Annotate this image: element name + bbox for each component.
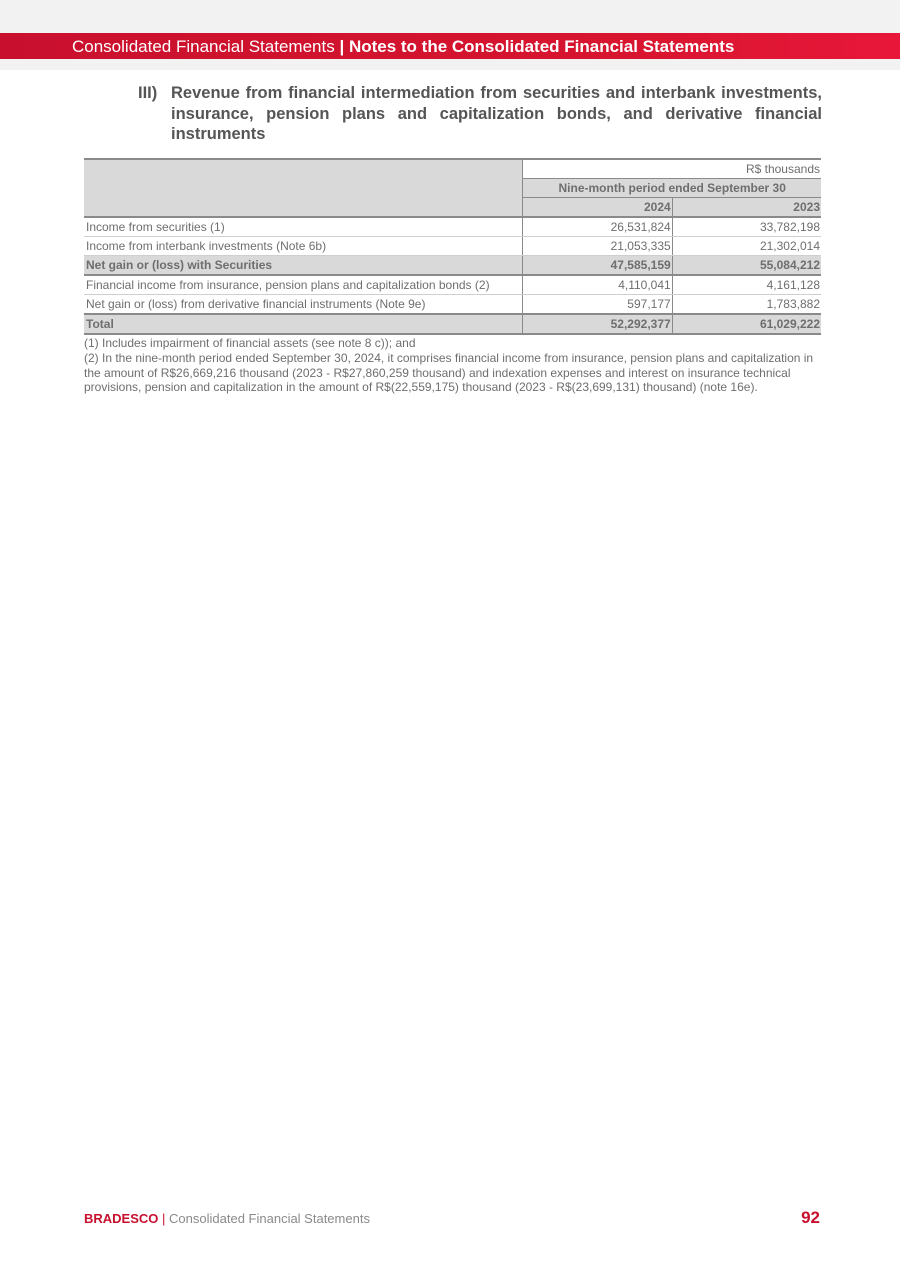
page-footer <box>84 1211 370 1226</box>
value-2024: 21,053,335 <box>523 237 672 256</box>
row-label: Net gain or (loss) with Securities <box>84 256 523 276</box>
section-title <box>138 83 822 145</box>
value-2023: 55,084,212 <box>672 256 821 276</box>
header-separator: | <box>339 37 345 56</box>
table-row <box>84 217 821 237</box>
footer-text: Consolidated Financial Statements <box>169 1211 370 1226</box>
subtotal-row <box>84 256 821 276</box>
table-row <box>84 237 821 256</box>
year-2023: 2023 <box>672 198 821 218</box>
value-2023: 33,782,198 <box>672 217 821 237</box>
row-label: Financial income from insurance, pension plans and capitalization bonds (2) <box>84 275 523 295</box>
row-label: Net gain or (loss) from derivative financial instruments (Note 9e) <box>84 295 523 315</box>
section-title-text: Revenue from financial intermediation from securities and interbank investments, insurance, pension plans and capitalization bonds, and derivative financial instruments <box>171 84 822 143</box>
header-blank-cell <box>84 159 523 217</box>
page-header <box>72 37 734 57</box>
top-band <box>0 0 900 33</box>
footnote-1: (1) Includes impairment of financial assets (see note 8 c)); and <box>84 336 416 350</box>
footnote-2: (2) In the nine-month period ended September 30, 2024, it comprises financial income from insurance, pension plans and capitalization in the amount of R$26,669,216 thousand (2023 - R$27,860,259 thousand) and indexation expenses and interest on insurance technical provisions, pension and capitalization in the amount of R$(22,559,175) thousand (2023 - R$(23,699,131) thousand) (note 16e). <box>84 350 814 395</box>
footer-separator: | <box>162 1211 166 1226</box>
unit-label: R$ thousands <box>523 159 821 179</box>
section-number: III) <box>138 84 158 102</box>
period-label: Nine-month period ended September 30 <box>523 179 821 198</box>
page-number: 92 <box>801 1208 820 1227</box>
value-2024: 47,585,159 <box>523 256 672 276</box>
footer-brand: BRADESCO <box>84 1211 159 1226</box>
value-2024: 26,531,824 <box>523 217 672 237</box>
table-row <box>84 295 821 315</box>
row-label: Income from securities (1) <box>84 217 523 237</box>
value-2023: 1,783,882 <box>672 295 821 315</box>
year-2024: 2024 <box>523 198 672 218</box>
value-2024: 4,110,041 <box>523 275 672 295</box>
value-2024: 52,292,377 <box>523 314 672 334</box>
header-right: Notes to the Consolidated Financial Statements <box>348 37 735 56</box>
table-header-row-unit <box>84 159 821 179</box>
value-2023: 21,302,014 <box>672 237 821 256</box>
footnotes <box>84 336 821 395</box>
table-row <box>84 275 821 295</box>
value-2023: 4,161,128 <box>672 275 821 295</box>
row-label: Total <box>84 314 523 334</box>
value-2023: 61,029,222 <box>672 314 821 334</box>
row-label: Income from interbank investments (Note 6b) <box>84 237 523 256</box>
revenue-table <box>84 158 821 335</box>
value-2024: 597,177 <box>523 295 672 315</box>
header-left: Consolidated Financial Statements <box>72 37 335 56</box>
header-strip <box>0 59 900 70</box>
total-row <box>84 314 821 334</box>
